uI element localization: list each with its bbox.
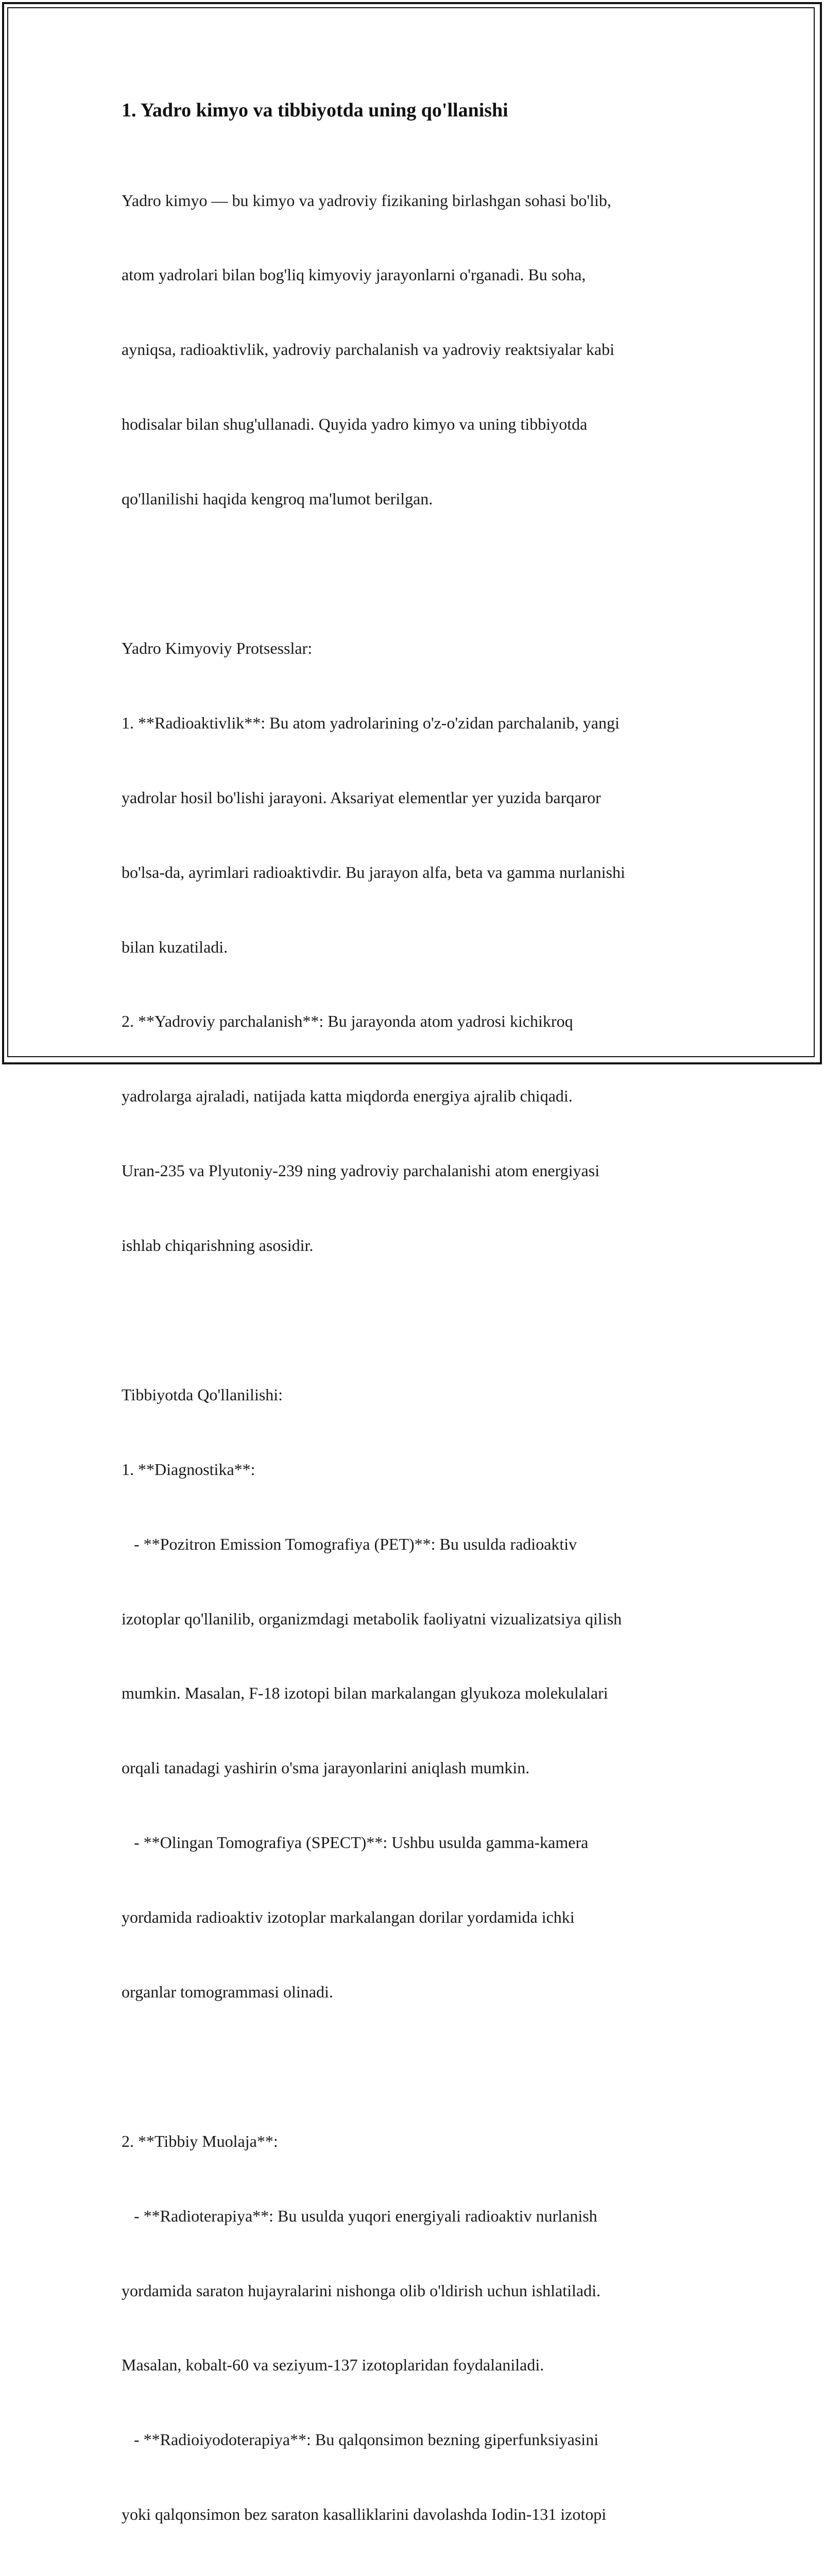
document-body: [122, 138, 714, 2576]
text-line: yadrolarga ajraladi, natijada katta miqdorda energiya ajralib chiqadi.: [122, 1087, 573, 1106]
blank-line: [122, 561, 714, 586]
text-line: Masalan, kobalt-60 va seziyum-137 izotoplaridan foydalaniladi.: [122, 2355, 544, 2375]
text-line: - **Pozitron Emission Tomografiya (PET)**: Bu usulda radioaktiv: [122, 1534, 577, 1553]
text-line: Yadro kimyo — bu kimyo va yadroviy fizikaning birlashgan sohasi bo'lib,: [122, 191, 611, 210]
text-line: izotoplar qo'llanilib, organizmdagi metabolik faoliyatni vizualizatsiya qilish: [122, 1609, 622, 1628]
text-line: orqali tanadagi yashirin o'sma jarayonlarini aniqlash mumkin.: [122, 1758, 530, 1777]
document-title: 1. Yadro kimyo va tibbiyotda uning qo'llanishi: [122, 99, 508, 121]
text-line: ayniqsa, radioaktivlik, yadroviy parchalanish va yadroviy reaktsiyalar kabi: [122, 340, 615, 359]
text-line: hodisalar bilan shug'ullanadi. Quyida yadro kimyo va uning tibbiyotda: [122, 415, 588, 434]
section-heading-processes: Yadro Kimyoviy Protsesslar:: [122, 638, 313, 657]
text-line: ishlab chiqarishning asosidir.: [122, 1236, 314, 1255]
text-line: bilan kuzatiladi.: [122, 937, 228, 956]
text-line: - **Radioterapiya**: Bu usulda yuqori energiyali radioaktiv nurlanish: [122, 2206, 597, 2225]
text-line: 1. **Radioaktivlik**: Bu atom yadrolarining o'z-o'zidan parchalanib, yangi: [122, 713, 620, 732]
text-line: yadrolar hosil bo'lishi jarayoni. Aksariyat elementlar yer yuzida barqaror: [122, 788, 601, 807]
text-line: organlar tomogrammasi olinadi.: [122, 1982, 333, 2001]
text-line: bo'lsa-da, ayrimlari radioaktivdir. Bu jarayon alfa, beta va gamma nurlanishi: [122, 862, 625, 882]
text-line: qo'llanilishi haqida kengroq ma'lumot berilgan.: [122, 489, 433, 509]
text-line: 1. **Diagnostika**:: [122, 1460, 255, 1479]
text-line: 2. **Tibbiy Muolaja**:: [122, 2131, 278, 2150]
section-heading-medicine: Tibbiyotda Qo'llanilishi:: [122, 1385, 283, 1404]
text-line: mumkin. Masalan, F-18 izotopi bilan markalangan glyukoza molekulalari: [122, 1684, 608, 1703]
document-page: [122, 98, 714, 2576]
text-line: Uran-235 va Plyutoniy-239 ning yadroviy parchalanishi atom energiyasi: [122, 1161, 600, 1180]
blank-line: [122, 1308, 714, 1332]
text-line: - **Olingan Tomografiya (SPECT)**: Ushbu usulda gamma-kamera: [122, 1833, 589, 1852]
text-line: atom yadrolari bilan bog'liq kimyoviy jarayonlarni o'rganadi. Bu soha,: [122, 265, 586, 284]
text-line: - **Radioiyodoterapiya**: Bu qalqonsimon bezning giperfunksiyasini: [122, 2430, 599, 2449]
text-line: yordamida radioaktiv izotoplar markalangan dorilar yordamida ichki: [122, 1908, 575, 1927]
text-line: 2. **Yadroviy parchalanish**: Bu jarayonda atom yadrosi kichikroq: [122, 1012, 573, 1031]
text-line: yoki qalqonsimon bez saraton kasalliklarini davolashda Iodin-131 izotopi: [122, 2505, 607, 2524]
text-line: yordamida saraton hujayralarini nishonga olib o'ldirish uchun ishlatiladi.: [122, 2281, 601, 2300]
blank-line: [122, 2054, 714, 2079]
